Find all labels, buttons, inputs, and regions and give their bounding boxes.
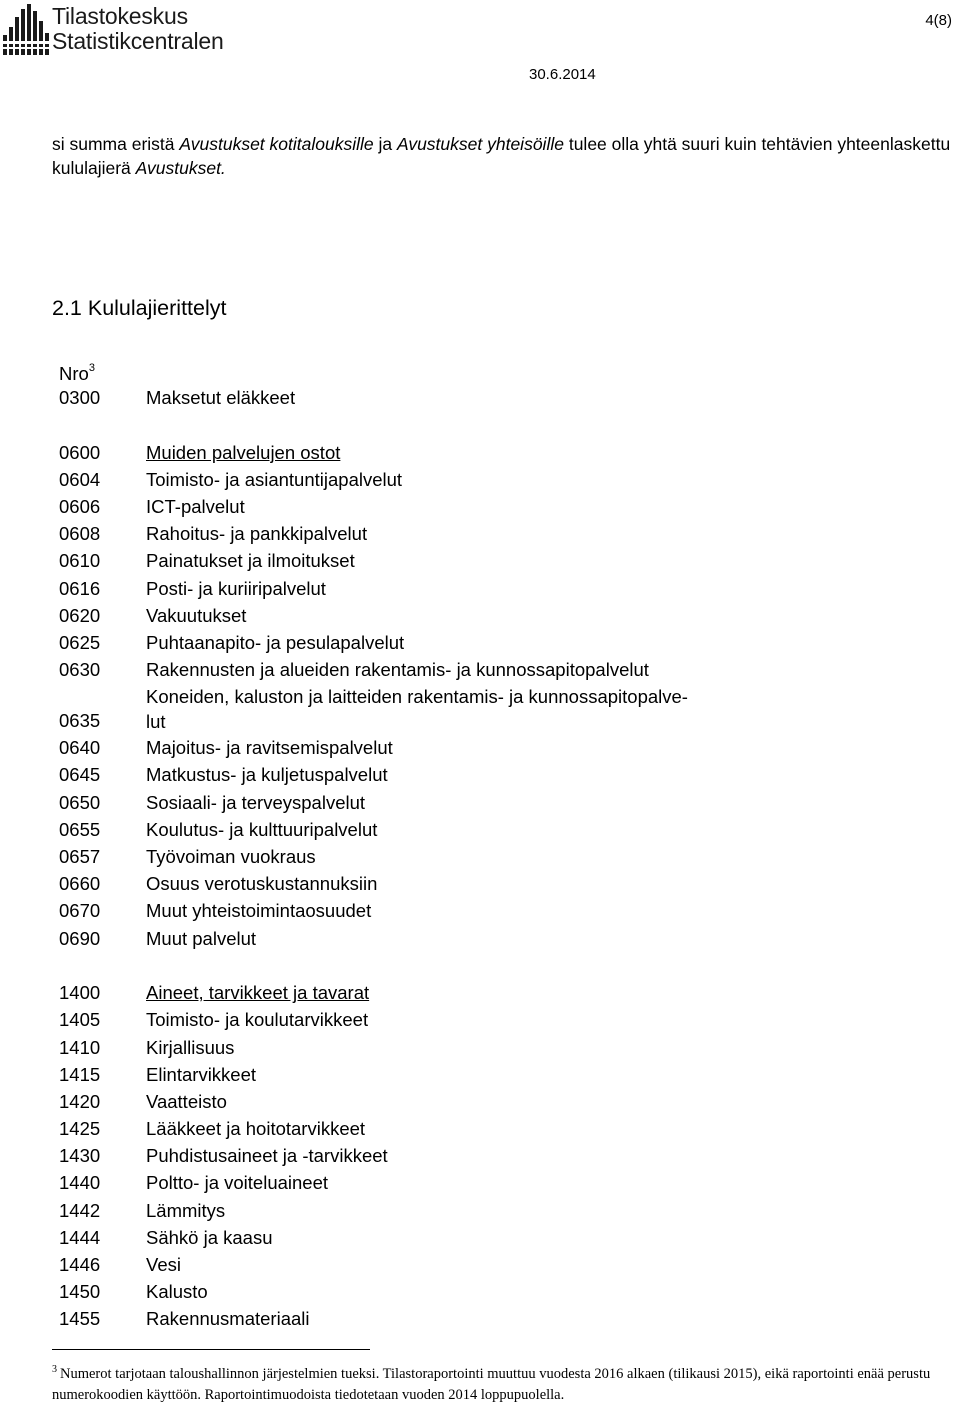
row-code: 1420 xyxy=(59,1090,101,1112)
row-code: 0300 xyxy=(59,387,101,408)
table-row xyxy=(59,1251,949,1278)
row-label: Posti- ja kuriiripalvelut xyxy=(146,577,326,599)
footnote-reference: 3 xyxy=(88,362,95,374)
row-code: 0630 xyxy=(59,659,101,681)
row-code: 1440 xyxy=(59,1172,101,1194)
table-row xyxy=(59,1088,949,1115)
row-code: 0600 xyxy=(59,441,101,463)
row-code: 1410 xyxy=(59,1036,101,1058)
section-heading: 2.1 Kululajierittelyt xyxy=(52,296,227,320)
footnote-marker: 3 xyxy=(52,1364,57,1375)
table-row xyxy=(59,843,949,870)
row-code: 0655 xyxy=(59,818,101,840)
row-label: Muut yhteistoimintaosuudet xyxy=(146,900,372,922)
row-label: Sosiaali- ja terveyspalvelut xyxy=(146,791,366,813)
document-date: 30.6.2014 xyxy=(529,66,596,83)
row-label: Rakennusten ja alueiden rakentamis- ja kunnossapitopalvelut xyxy=(146,659,649,681)
row-label: Poltto- ja voiteluaineet xyxy=(146,1172,329,1194)
logo-wordmark xyxy=(52,4,224,54)
row-code: 1450 xyxy=(59,1281,101,1303)
tilastokeskus-logo xyxy=(3,3,253,55)
row-label: Muiden palvelujen ostot xyxy=(146,441,341,463)
logo-line-2: Statistikcentralen xyxy=(52,28,224,54)
row-label: Lämmitys xyxy=(146,1199,226,1221)
row-code: 1442 xyxy=(59,1199,101,1221)
table-row xyxy=(59,1224,949,1251)
table-row xyxy=(59,789,949,816)
row-code: 0620 xyxy=(59,604,101,626)
row-label: Rakennusmateriaali xyxy=(146,1308,310,1330)
row-label: Puhtaanapito- ja pesulapalvelut xyxy=(146,631,405,653)
expense-type-list xyxy=(59,384,949,1333)
logo-line-1: Tilastokeskus xyxy=(52,3,188,29)
table-row xyxy=(59,683,949,734)
row-code: 0650 xyxy=(59,791,101,813)
row-label: Muut palvelut xyxy=(146,927,257,949)
row-code: 0616 xyxy=(59,577,101,599)
row-label xyxy=(146,684,846,734)
row-code: 1446 xyxy=(59,1254,101,1276)
table-row xyxy=(59,1061,949,1088)
row-code: 0604 xyxy=(59,468,101,490)
table-row xyxy=(59,384,949,411)
row-label: Elintarvikkeet xyxy=(146,1063,257,1085)
row-code: 1425 xyxy=(59,1118,101,1140)
row-code: 1400 xyxy=(59,982,101,1004)
row-code: 0608 xyxy=(59,523,101,545)
table-row xyxy=(59,1115,949,1142)
table-row xyxy=(59,761,949,788)
table-row xyxy=(59,1034,949,1061)
row-label: Toimisto- ja asiantuntijapalvelut xyxy=(146,468,403,490)
row-code: 0610 xyxy=(59,550,101,572)
table-row xyxy=(59,1197,949,1224)
row-code: 0635 xyxy=(59,710,101,732)
table-row xyxy=(59,629,949,656)
row-label: Kirjallisuus xyxy=(146,1036,235,1058)
row-label: Kalusto xyxy=(146,1281,208,1303)
table-row xyxy=(59,1169,949,1196)
row-label: Sähkö ja kaasu xyxy=(146,1226,273,1248)
footnote xyxy=(52,1359,957,1406)
intro-text-2: ja xyxy=(373,134,397,154)
row-label: Vesi xyxy=(146,1254,181,1276)
intro-text-3: tulee olla yhtä suuri kuin tehtävien yhteenlaskettu kululajierä xyxy=(52,134,951,178)
row-label: Koulutus- ja kulttuuripalvelut xyxy=(146,818,378,840)
row-code: 0660 xyxy=(59,873,101,895)
page-number: 4(8) xyxy=(925,12,952,29)
row-label: Osuus verotuskustannuksiin xyxy=(146,873,378,895)
row-label: Työvoiman vuokraus xyxy=(146,846,316,868)
row-code: 1444 xyxy=(59,1226,101,1248)
row-label: ICT-palvelut xyxy=(146,495,245,517)
table-row xyxy=(59,897,949,924)
row-code: 1455 xyxy=(59,1308,101,1330)
row-code: 0670 xyxy=(59,900,101,922)
table-row xyxy=(59,520,949,547)
intro-paragraph xyxy=(52,132,952,180)
table-row xyxy=(59,979,949,1006)
table-row xyxy=(59,575,949,602)
table-row xyxy=(59,602,949,629)
row-label: Puhdistusaineet ja -tarvikkeet xyxy=(146,1145,388,1167)
row-code: 0606 xyxy=(59,495,101,517)
table-row xyxy=(59,816,949,843)
code-header-text: Nro xyxy=(59,363,89,384)
intro-emphasis-1: Avustukset kotitalouksille xyxy=(179,134,374,154)
row-code: 1415 xyxy=(59,1063,101,1085)
table-row xyxy=(59,734,949,761)
row-label: Painatukset ja ilmoitukset xyxy=(146,550,355,572)
intro-emphasis-3: Avustukset. xyxy=(135,158,226,178)
row-code: 1405 xyxy=(59,1009,101,1031)
row-code: 0690 xyxy=(59,927,101,949)
code-column-header xyxy=(59,362,95,385)
row-label: Aineet, tarvikkeet ja tavarat xyxy=(146,982,370,1004)
row-code: 0640 xyxy=(59,737,101,759)
table-row xyxy=(59,1006,949,1033)
row-label: Vaatteisto xyxy=(146,1090,227,1112)
row-label: Vakuutukset xyxy=(146,604,247,626)
table-row xyxy=(59,656,949,683)
table-row xyxy=(59,870,949,897)
row-code: 0657 xyxy=(59,846,101,868)
row-label: Toimisto- ja koulutarvikkeet xyxy=(146,1009,369,1031)
row-label: Majoitus- ja ravitsemispalvelut xyxy=(146,737,393,759)
row-code: 0625 xyxy=(59,631,101,653)
intro-emphasis-2: Avustukset yhteisöille xyxy=(396,134,564,154)
row-label-line-2: lut xyxy=(146,711,166,733)
row-label: Maksetut eläkkeet xyxy=(146,387,296,408)
table-row xyxy=(59,1278,949,1305)
table-row xyxy=(59,1305,949,1332)
row-code: 0645 xyxy=(59,764,101,786)
row-code: 1430 xyxy=(59,1145,101,1167)
footnote-text: Numerot tarjotaan taloushallinnon järjestelmien tueksi. Tilastoraportointi muuttuu vuodesta 2016 alkaen (tilikausi 2015), eikä raportointi enää perustu numerokoodien käyttöön. Raportointimuodoista tiedotetaan vuoden 2014 loppupuolella. xyxy=(52,1366,931,1403)
table-row xyxy=(59,1142,949,1169)
footnote-separator xyxy=(52,1349,370,1350)
table-row xyxy=(59,547,949,574)
table-row xyxy=(59,925,949,952)
table-row xyxy=(59,493,949,520)
table-row xyxy=(59,439,949,466)
row-label-line-1: Koneiden, kaluston ja laitteiden rakentamis- ja kunnossapitopalve- xyxy=(146,686,688,708)
logo-mark-icon xyxy=(3,3,49,55)
row-label: Matkustus- ja kuljetuspalvelut xyxy=(146,764,388,786)
row-label: Lääkkeet ja hoitotarvikkeet xyxy=(146,1118,366,1140)
intro-text-1: si summa eristä xyxy=(52,134,180,154)
table-row xyxy=(59,466,949,493)
row-label: Rahoitus- ja pankkipalvelut xyxy=(146,523,368,545)
